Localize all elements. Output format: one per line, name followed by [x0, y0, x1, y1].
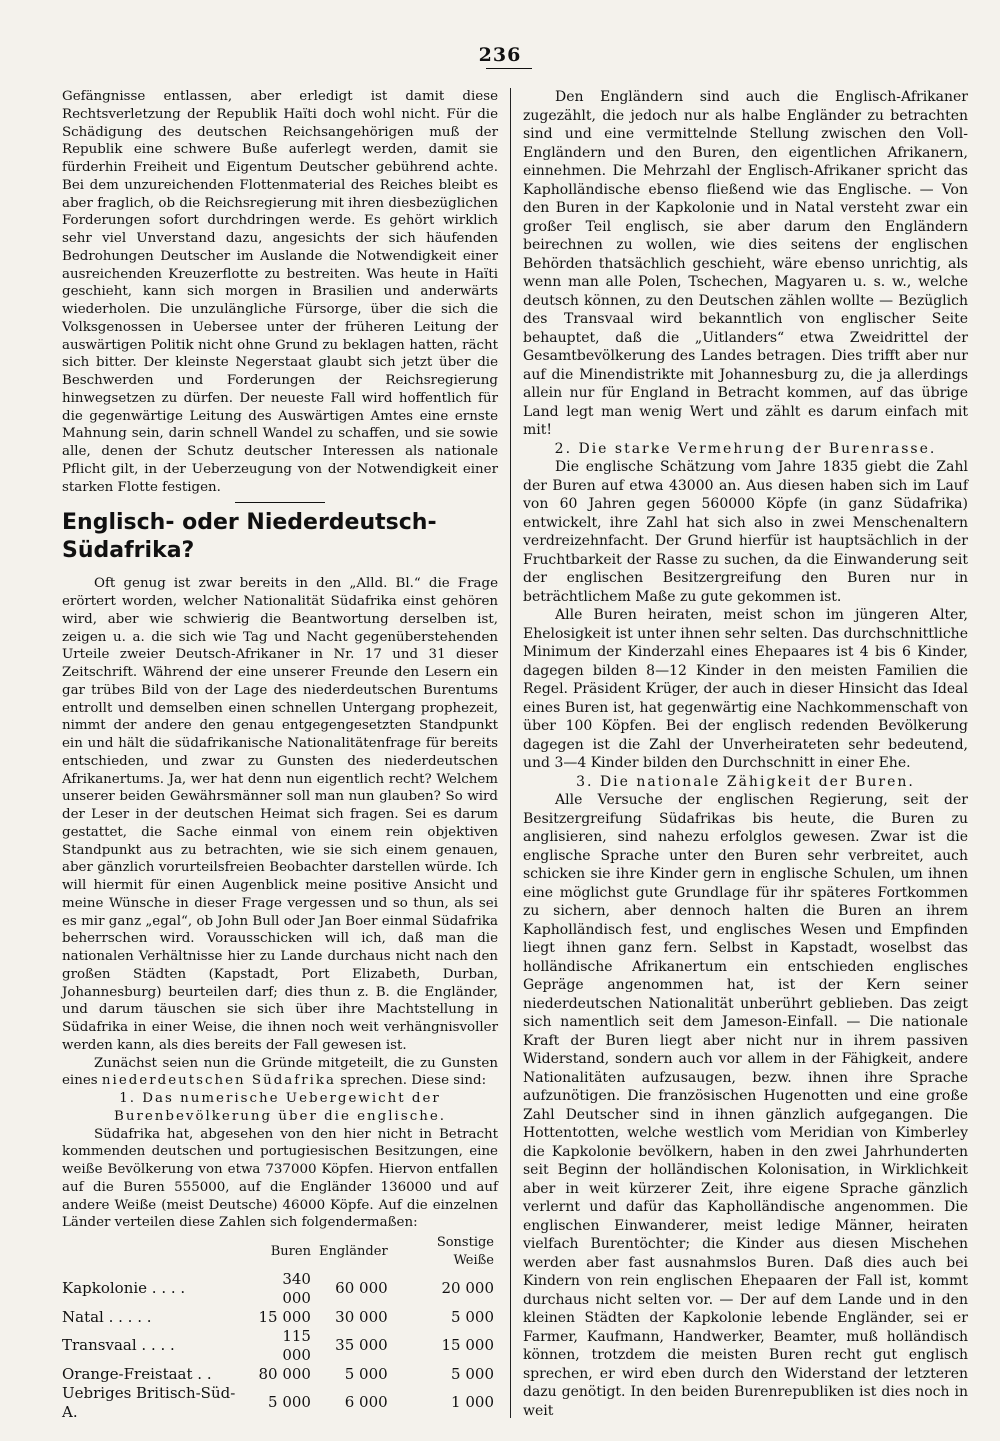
paragraph: Alle Buren heiraten, meist schon im jüngeren Alter, Ehelosigkeit ist unter ihnen sehr selten. Das durchschnittliche Minimum der Kinderzahl eines Ehepaares ist 4 bis 6 Kinder, dagegen bilden 8—12 Kinder in den meisten Familien die Regel. Präsident Krüger, der auch in dieser Hinsicht das Ideal eines Buren ist, hat gegenwärtig eine Nachkommenschaft von über 100 Köpfen. Bei der englisch redenden Bevölkerung dagegen ist die Zahl der Unverheirateten sehr bedeutend, und 3—4 Kinder bilden den Durchschnitt in einer Ehe. — [523, 607, 968, 771]
table-cell: 20 000 — [441, 1279, 494, 1297]
table-cell: 340 000 — [282, 1269, 311, 1307]
table-row — [62, 1270, 498, 1308]
table-cell: 6 000 — [344, 1393, 388, 1411]
table-cell: 15 000 — [441, 1336, 494, 1354]
table-cell: 5 000 — [344, 1364, 388, 1383]
table-cell: Orange-Freistaat . . — [62, 1364, 212, 1383]
table-cell: 80 000 — [258, 1364, 311, 1383]
table-cell: Uebriges Britisch-Süd-A. — [62, 1383, 236, 1421]
table-cell: Natal . . . . . — [62, 1307, 152, 1326]
table-cell: 1 000 — [451, 1393, 494, 1411]
paragraph: Den Engländern sind auch die Englisch-Afrikaner zugezählt, die jedoch nur als halbe Engländer zu betrachten sind und eine vermittelnde Stellung zwischen den Voll-Engländern und den Buren, den eigentlichen Afrikanern, einnehmen. Die Mehrzahl der Englisch-Afrikaner spricht das Kapholländische ebenso fließend wie das Englische. — Von den Buren in der Kapkolonie und in Natal versteht zwar ein großer Teil englisch, sie aber darum den Engländern beirechnen zu wollen, wie dies seitens der englischen Behörden thatsächlich geschieht, wäre ebenso unrichtig, als wenn man alle Polen, Tschechen, Magyaren u. s. w., welche deutsch können, zu den Deutschen zählen wollte — Bezüglich des Transvaal wird bekanntlich von englischer Seite behauptet, daß die „Uitlanders“ etwa Zweidrittel der Gesamtbevölkerung des Landes betragen. Dies trifft aber nur auf die Minendistrikte mit Johannesburg zu, die ja allerdings allein nur für England in Betracht kommen, auf das übrige Land legt man wenig Wert und zählt es darum einfach mit mit! — [523, 89, 968, 438]
table-header: Sonstige Weiße — [436, 1235, 494, 1268]
table-row — [62, 1384, 498, 1422]
section-heading: 2. Die starke Vermehrung der Burenrasse. — [554, 440, 937, 457]
section-heading: 3. Die nationale Zähigkeit der Buren. — [576, 773, 915, 790]
emphasis-text: niederdeutschen Südafrika — [101, 1073, 337, 1089]
page-number-rule — [486, 68, 532, 69]
page-number: 236 — [478, 44, 522, 66]
table-cell: Kapkolonie . . . . — [62, 1279, 186, 1297]
paragraph: Südafrika hat, abgesehen von den hier nicht in Betracht kommenden deutschen und portugiesischen Besitzungen, eine weiße Bevölkerung von etwa 737000 Köpfen. Hiervon entfallen auf die Buren 555000, auf die Engländer 136000 und auf andere Weiße (meist Deutsche) 46000 Köpfe. Auf die einzelnen Länder verteilen diese Zahlen sich folgendermaßen: — [62, 1126, 498, 1231]
text-span: Zunächst seien nun die Gründe mitgeteilt, die zu Gunsten eines — [62, 1055, 498, 1089]
paragraph: Oft genug ist zwar bereits in den „Alld. Bl.“ die Frage erörtert worden, welcher Nationalität Südafrika einst gehören wird, aber wie schwierig die Beantwortung derselben ist, zeigen u. a. die sich wie Tag und Nacht gegenüberstehenden Urteile zweier Deutsch-Afrikaner in Nr. 17 und 31 dieser Zeitschrift. Während der eine unserer Freunde den Lesern ein gar trübes Bild von der Lage des niederdeutschen Burentums entrollt und demselben einen schnellen Untergang prophezeit, nimmt der andere den genau entgegengesetzten Standpunkt ein und hält die südafrikanische Nationalitätenfrage für bereits entschieden, und zwar zu Gunsten des niederdeutschen Afrikanertums. Ja, wer hat denn nun eigentlich recht? Welchem unserer beiden Gewährsmänner soll man nun glauben? So wird der Leser in der deutschen Heimat sich fragen. Sei es darum gestattet, die Sache einmal von einem rein objektiven Standpunkt aus zu betrachten, wie sie sich einem genauen, aber gänzlich vorurteilsfreien Beobachter darstellen würde. Ich will hiermit für einen Augenblick meine positive Ansicht und meine Wünsche in dieser Frage vergessen und so thun, als sei es mir ganz „egal“, ob John Bull oder Jan Boer einmal Südafrika beherrschen wird. Vorausschicken will ich, daß man die nationalen Verhältnisse hier zu Lande durchaus nicht nach den großen Städten (Kapstadt, Port Elizabeth, Durban, Johannesburg) beurteilen darf; dies thun z. B. die Engländer, und darum täuschen sie sich über ihre Machtstellung in Südafrika in einer Weise, die ihnen noch weit verhängnisvoller werden kann, als dies bereits der Fall gewesen ist. — [62, 576, 498, 1053]
paragraph: Die englische Schätzung vom Jahre 1835 giebt die Zahl der Buren auf etwa 43000 an. Aus diesen haben sich im Lauf von 60 Jahren gegen 560000 Köpfe (in ganz Südafrika) entwickelt, ihre Zahl hat sich also in zwei Menschenaltern verdreizehnfacht. Der Grund hierfür ist hauptsächlich in der Fruchtbarkeit der Rasse zu suchen, da die Einwanderung seit der englischen Besitzergreifung den Buren nur in beträchtlichem Maße zu gute gekommen ist. — [523, 459, 968, 605]
table-cell: 115 000 — [282, 1326, 311, 1364]
table-row — [62, 1365, 498, 1384]
separator — [235, 502, 325, 503]
text-span: sprechen. Diese sind: — [340, 1073, 487, 1089]
paragraph: Alle Versuche der englischen Regierung, seit der Besitzergreifung Südafrikas bis heute, die Buren zu anglisieren, sind nahezu erfolglos gewesen. Zwar ist die englische Sprache unter den Buren sehr verbreitet, auch schicken sie ihre Kinder gern in englische Schulen, um ihnen eine möglichst gute Grundlage für ihr späteres Fortkommen zu sichern, aber dennoch halten die Buren an ihrem Kapholländisch fest, und englisches Wesen und Empfinden liegt ihnen ganz fern. Selbst in Kapstadt, woselbst das holländische Afrikanertum ein entschieden englisches Gepräge angenommen hat, ist der Kern seiner niederdeutschen Nationalität unberührt geblieben. Das zeigt sich namentlich seit dem Jameson-Einfall. — Die nationale Kraft der Buren liegt aber nicht nur in ihrem passiven Widerstand, sondern auch vor allem in der Fähigkeit, andere Nationalitäten aufzusaugen, bezw. ihnen ihre Sprache aufzunötigen. Die französischen Hugenotten und eine große Zahl Deutscher sind in ihnen gänzlich aufgegangen. Die Hottentotten, welche westlich vom Meridian von Kimberley die Kapkolonie bevölkern, haben in den zwei Jahrhunderten seit Beginn der holländischen Kolonisation, in Wirklichkeit aber in weit kürzerer Zeit, ihre eigene Sprache gänzlich verlernt und dafür das Kapholländische angenommen. Die englischen Einwanderer, meist ledige Männer, heiraten vielfach Burentöchter; die Kinder aus diesen Mischehen werden aber fast ausnahmslos Buren. Daß dies auch bei Kindern von rein englischen Ehepaaren der Fall ist, kommt durchaus nicht selten vor. — Der auf dem Lande und in den kleinen Städten der Kapkolonie lebende Engländer, sei er Farmer, Kaufmann, Handwerker, Beamter, muß holländisch können, trotzdem die meisten Buren recht gut englisch sprechen, er wird eben durch den Widerstand der letzteren dazu genötigt. In den beiden Burenrepubliken ist dies noch in weit — [523, 792, 968, 1419]
table-cell: 60 000 — [335, 1279, 388, 1297]
table-row — [62, 1327, 498, 1365]
paragraph: Gefängnisse entlassen, aber erledigt ist damit diese Rechtsverletzung der Republik Haïti doch wohl nicht. Für die Schädigung des deutschen Reichsangehörigen muß der Republik eine schwere Buße auferlegt werden, damit sie fürderhin Freiheit und Eigentum Deutscher gebührend achte. Bei dem unzureichenden Flottenmaterial des Reiches bleibt es aber fraglich, ob die Reichsregierung mit ihren diesbezüglichen Forderungen sofort durchdringen werde. Es gehört wirklich sehr viel Unverstand dazu, angesichts der sich häufenden Bedrohungen Deutscher im Auslande die Notwendigkeit einer ausreichenden Kreuzerflotte zu bestreiten. Was heute in Haïti geschieht, kann sich morgen in Brasilien und anderwärts wiederholen. Die unzulängliche Fürsorge, über die sich die Volksgenossen in Uebersee unter der früheren Leitung der auswärtigen Politik nicht ohne Grund zu beklagen hatten, rächt sich bitter. Der kleinste Negerstaat glaubt sich jetzt über die Beschwerden und Forderungen der Reichsregierung hinwegsetzen zu dürfen. Der neueste Fall wird hoffentlich für die gegenwärtige Leitung des Auswärtigen Amtes eine ernste Mahnung sein, darin schnell Wandel zu schaffen, und sie sowie alle, denen der Schutz deutscher Interessen als nationale Pflicht gilt, in der Ueberzeugung von der Notwendigkeit einer starken Flotte festigen. — [62, 89, 498, 495]
table-cell: 5 000 — [451, 1364, 494, 1383]
article-headline: Englisch- oder Niederdeutsch-Südafrika? — [62, 510, 437, 564]
right-column — [523, 88, 968, 1420]
table-header — [62, 1234, 247, 1270]
table-row — [62, 1308, 498, 1327]
table-header: Engländer — [318, 1243, 388, 1259]
column-divider — [510, 88, 511, 1418]
table-cell: 5 000 — [268, 1393, 311, 1411]
left-column — [62, 88, 498, 1422]
table-cell: 5 000 — [451, 1307, 494, 1326]
table-header-row — [62, 1234, 498, 1270]
table-header: Buren — [270, 1243, 311, 1259]
table-cell: Transvaal . . . . — [62, 1336, 175, 1354]
population-table — [62, 1234, 498, 1422]
table-cell: 30 000 — [335, 1307, 388, 1326]
table-cell: 15 000 — [258, 1307, 311, 1326]
paragraph — [62, 1055, 498, 1091]
table-cell: 35 000 — [335, 1336, 388, 1354]
section-heading: 1. Das numerische Uebergewicht der Burenbevölkerung über die englische. — [113, 1091, 446, 1124]
